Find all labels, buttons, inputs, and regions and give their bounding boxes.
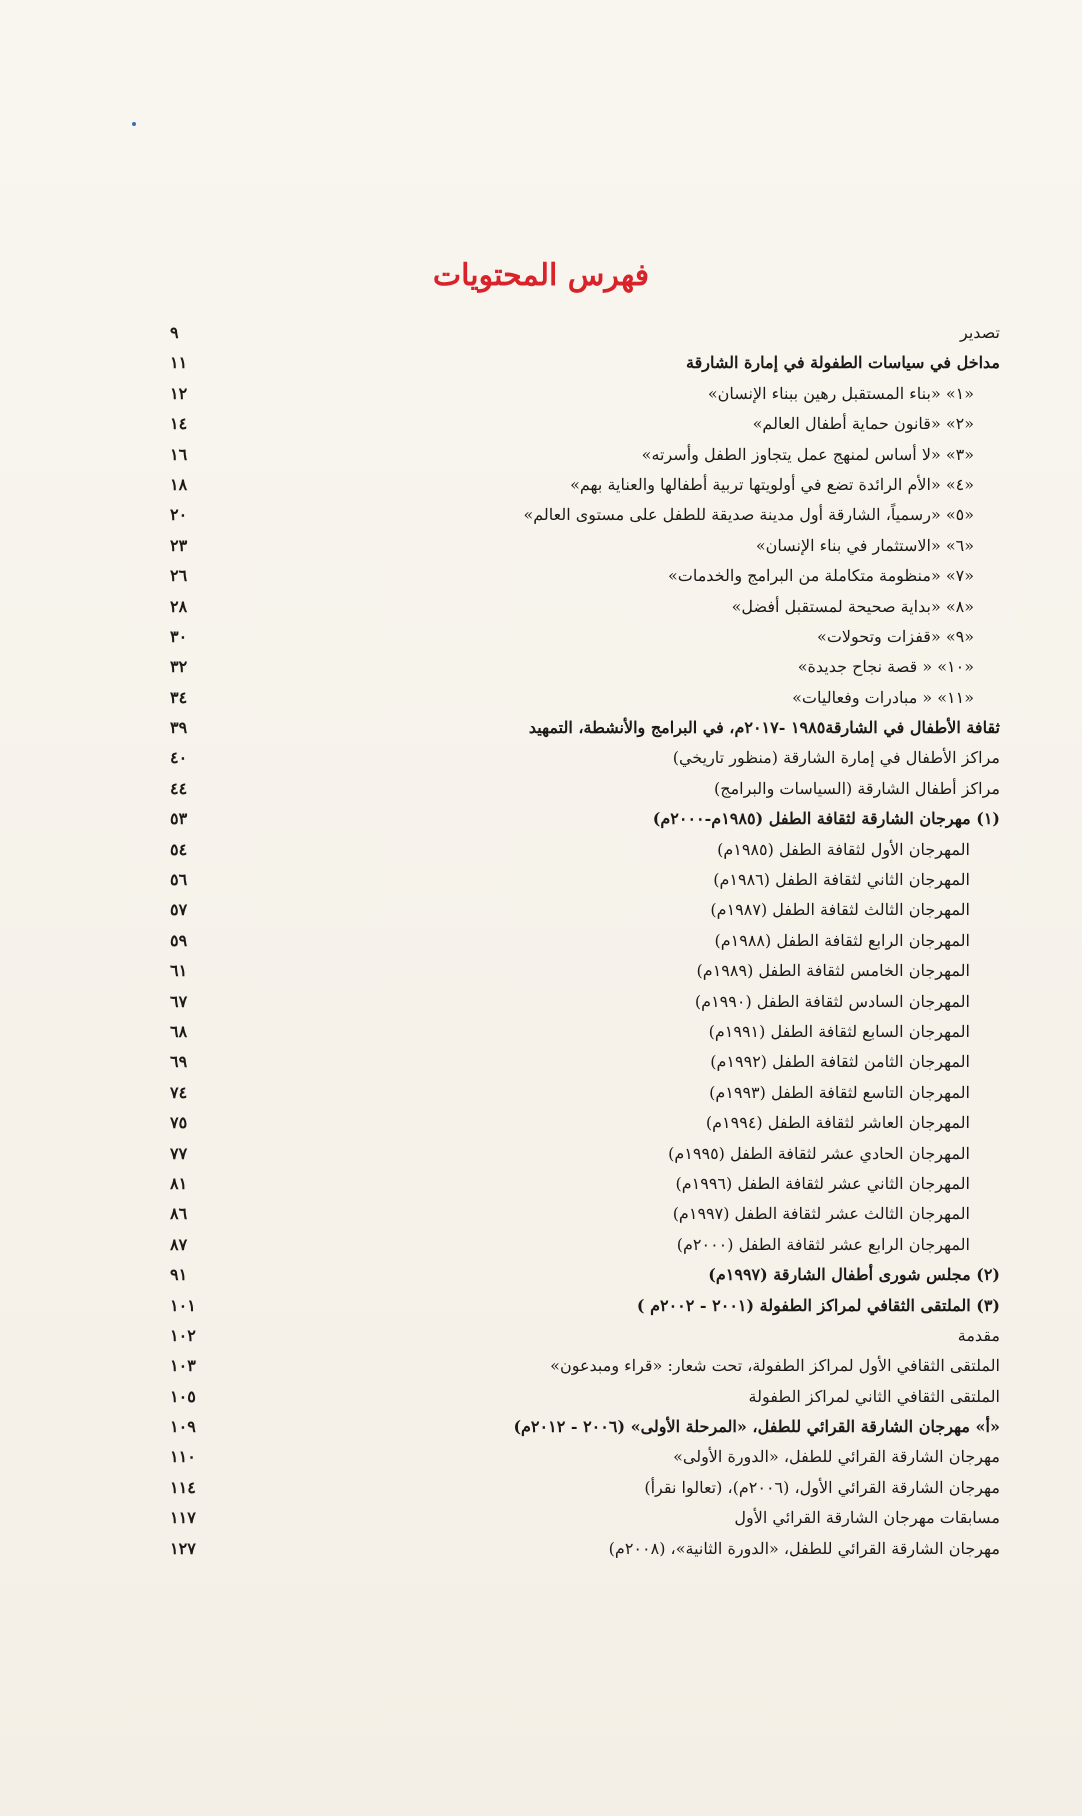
toc-entry bbox=[170, 1321, 1000, 1351]
toc-entry-page: ٢٣ bbox=[170, 535, 188, 555]
toc-entry-title: المهرجان الثاني لثقافة الطفل (١٩٨٦م) bbox=[713, 870, 970, 890]
toc-entry-title: المهرجان الحادي عشر لثقافة الطفل (١٩٩٥م) bbox=[668, 1143, 970, 1163]
toc-entry-title: تصدير bbox=[959, 323, 1000, 342]
toc-entry bbox=[170, 1199, 1000, 1229]
toc-entry bbox=[170, 1442, 1000, 1472]
toc-entry-title: مقدمة bbox=[957, 1325, 1000, 1345]
toc-entry-title: المهرجان الخامس لثقافة الطفل (١٩٨٩م) bbox=[696, 961, 970, 981]
toc-entry-title: «٦» «الاستثمار في بناء الإنسان» bbox=[755, 535, 974, 555]
toc-entry bbox=[170, 743, 1000, 773]
toc-entry-page: ٧٤ bbox=[170, 1082, 188, 1102]
toc-entry bbox=[170, 622, 1000, 652]
toc-entry-title: المهرجان التاسع لثقافة الطفل (١٩٩٣م) bbox=[709, 1082, 970, 1102]
toc-entry-page: ١١٧ bbox=[170, 1508, 196, 1528]
toc-entry-title: مهرجان الشارقة القرائي الأول، (٢٠٠٦م)، (تعالوا نقرأ) bbox=[644, 1477, 1000, 1497]
toc-entry-page: ١٠٢ bbox=[170, 1325, 196, 1345]
toc-entry-page: ١٨ bbox=[170, 474, 188, 494]
toc-entry-page: ٥٣ bbox=[170, 809, 188, 829]
toc-entry bbox=[170, 440, 1000, 470]
toc-entry-page: ٤٠ bbox=[170, 748, 188, 768]
toc-entry-page: ٨١ bbox=[170, 1173, 188, 1193]
toc-entry-title: «١٠» « قصة نجاح جديدة» bbox=[797, 657, 974, 677]
toc-entry-page: ١١ bbox=[170, 353, 188, 373]
toc-entry-page: ٩١ bbox=[170, 1265, 188, 1285]
toc-entry-page: ٥٤ bbox=[170, 839, 188, 859]
toc-entry bbox=[170, 1534, 1000, 1564]
toc-entry-title: المهرجان الرابع لثقافة الطفل (١٩٨٨م) bbox=[714, 930, 970, 950]
toc-entry-title: «٣» «لا أساس لمنهج عمل يتجاوز الطفل وأسرته» bbox=[641, 444, 974, 464]
toc-entry bbox=[170, 1260, 1000, 1290]
toc-entry-title: المهرجان الثالث لثقافة الطفل (١٩٨٧م) bbox=[710, 900, 970, 920]
toc-entry-title: الملتقى الثقافي الأول لمراكز الطفولة، تحت شعار: «قراء ومبدعون» bbox=[550, 1356, 1000, 1376]
toc-entry bbox=[170, 804, 1000, 834]
toc-entry bbox=[170, 683, 1000, 713]
toc-entry-title: (٢) مجلس شورى أطفال الشارقة (١٩٩٧م) bbox=[708, 1265, 1000, 1285]
toc-entry-title: (١) مهرجان الشارقة لثقافة الطفل (١٩٨٥م-٢٠٠٠م) bbox=[652, 809, 1000, 829]
toc-entry-page: ٦٨ bbox=[170, 1021, 188, 1041]
toc-entry-title: المهرجان السابع لثقافة الطفل (١٩٩١م) bbox=[708, 1021, 970, 1041]
toc-entry-title: المهرجان العاشر لثقافة الطفل (١٩٩٤م) bbox=[705, 1113, 970, 1133]
toc-entry bbox=[170, 1382, 1000, 1412]
toc-entry-title: المهرجان الرابع عشر لثقافة الطفل (٢٠٠٠م) bbox=[676, 1234, 970, 1254]
toc-entry bbox=[170, 987, 1000, 1017]
toc-entry-title: «٧» «منظومة متكاملة من البرامج والخدمات» bbox=[667, 566, 974, 586]
toc-entry-page: ١٦ bbox=[170, 444, 188, 464]
toc-entry-page: ٢٠ bbox=[170, 505, 188, 525]
toc-entry-page: ١١٠ bbox=[170, 1447, 196, 1467]
toc-entry-title: «٥» «رسمياً، الشارقة أول مدينة صديقة للطفل على مستوى العالم» bbox=[523, 505, 974, 525]
toc-entry bbox=[170, 895, 1000, 925]
toc-entry-title: المهرجان الثامن لثقافة الطفل (١٩٩٢م) bbox=[710, 1052, 970, 1072]
toc-entry-title: المهرجان السادس لثقافة الطفل (١٩٩٠م) bbox=[694, 991, 970, 1011]
toc-entry-page: ١٠٩ bbox=[170, 1417, 196, 1437]
toc-entry bbox=[170, 865, 1000, 895]
toc-entry-page: ١١٤ bbox=[170, 1477, 196, 1497]
toc-entry-title: مراكز الأطفال في إمارة الشارقة (منظور تاريخي) bbox=[672, 748, 1000, 768]
toc-entry bbox=[170, 652, 1000, 682]
toc-entry bbox=[170, 1139, 1000, 1169]
toc-entry bbox=[170, 774, 1000, 804]
toc-entry-page: ٢٨ bbox=[170, 596, 188, 616]
toc-entry-title: المهرجان الثالث عشر لثقافة الطفل (١٩٩٧م) bbox=[672, 1204, 970, 1224]
toc-entry bbox=[170, 1108, 1000, 1138]
toc-entry-title: المهرجان الثاني عشر لثقافة الطفل (١٩٩٦م) bbox=[675, 1173, 970, 1193]
toc-entry-page: ٨٦ bbox=[170, 1204, 188, 1224]
toc-entry-title: مداخل في سياسات الطفولة في إمارة الشارقة bbox=[686, 353, 1000, 373]
toc-entry bbox=[170, 1017, 1000, 1047]
toc-entry-title: «٢» «قانون حماية أطفال العالم» bbox=[752, 414, 974, 434]
toc-entry-page: ٣٠ bbox=[170, 626, 188, 646]
toc-entry-page: ١٠٥ bbox=[170, 1386, 196, 1406]
toc-entry-page: ٣٢ bbox=[170, 657, 188, 677]
toc-entry-title: مهرجان الشارقة القرائي للطفل، «الدورة الأولى» bbox=[673, 1447, 1000, 1467]
toc-entry bbox=[170, 1230, 1000, 1260]
toc-entry bbox=[170, 348, 1000, 378]
toc-entry-page: ١٠١ bbox=[170, 1295, 196, 1315]
toc-entry-page: ٧٧ bbox=[170, 1143, 188, 1163]
toc-entry bbox=[170, 1412, 1000, 1442]
toc-entry-page: ٤٤ bbox=[170, 778, 188, 798]
toc-entry bbox=[170, 926, 1000, 956]
toc-entry bbox=[170, 379, 1000, 409]
toc-entry bbox=[170, 561, 1000, 591]
toc-entry bbox=[170, 1047, 1000, 1077]
toc-entry bbox=[170, 409, 1000, 439]
page-title: فهرس المحتويات bbox=[432, 258, 650, 293]
ink-speck bbox=[132, 122, 136, 126]
toc-entry bbox=[170, 470, 1000, 500]
toc-entry-page: ٥٩ bbox=[170, 930, 188, 950]
table-of-contents bbox=[170, 318, 1000, 1564]
toc-entry-page: ٥٦ bbox=[170, 870, 188, 890]
toc-entry bbox=[170, 1291, 1000, 1321]
toc-entry bbox=[170, 835, 1000, 865]
toc-entry-page: ٨٧ bbox=[170, 1234, 188, 1254]
toc-entry bbox=[170, 1503, 1000, 1533]
toc-entry-title: مراكز أطفال الشارقة (السياسات والبرامج) bbox=[714, 778, 1000, 798]
toc-entry-title: «١» «بناء المستقبل رهين ببناء الإنسان» bbox=[707, 383, 974, 403]
toc-entry-title: مهرجان الشارقة القرائي للطفل، «الدورة الثانية»، (٢٠٠٨م) bbox=[608, 1538, 1000, 1558]
toc-entry-title: المهرجان الأول لثقافة الطفل (١٩٨٥م) bbox=[717, 839, 970, 859]
toc-entry-page: ٣٤ bbox=[170, 687, 188, 707]
toc-entry-title: «٤» «الأم الرائدة تضع في أولويتها تربية أطفالها والعناية بهم» bbox=[570, 474, 974, 494]
toc-entry bbox=[170, 1473, 1000, 1503]
toc-entry-page: ٦٧ bbox=[170, 991, 188, 1011]
toc-entry bbox=[170, 500, 1000, 530]
toc-entry-title: «٩» «قفزات وتحولات» bbox=[817, 626, 974, 646]
toc-entry-title: «١١» « مبادرات وفعاليات» bbox=[792, 687, 974, 707]
toc-entry-page: ١٢ bbox=[170, 383, 188, 403]
toc-entry-page: ١٠٣ bbox=[170, 1356, 196, 1376]
toc-entry-title: ثقافة الأطفال في الشارقة١٩٨٥ -٢٠١٧م، في البرامج والأنشطة، التمهيد bbox=[528, 718, 1000, 738]
toc-entry-page: ١٤ bbox=[170, 414, 188, 434]
toc-entry bbox=[170, 318, 1000, 348]
toc-entry-page: ٩ bbox=[170, 323, 179, 342]
toc-entry bbox=[170, 592, 1000, 622]
toc-entry-page: ٦٩ bbox=[170, 1052, 188, 1072]
toc-entry-page: ٢٦ bbox=[170, 566, 188, 586]
toc-entry-page: ٦١ bbox=[170, 961, 188, 981]
toc-entry bbox=[170, 1169, 1000, 1199]
toc-entry-page: ٥٧ bbox=[170, 900, 188, 920]
toc-entry-page: ٣٩ bbox=[170, 718, 188, 738]
toc-entry bbox=[170, 956, 1000, 986]
toc-entry-title: «أ» مهرجان الشارقة القرائي للطفل، «المرحلة الأولى» (٢٠٠٦ - ٢٠١٢م) bbox=[513, 1417, 1000, 1437]
toc-entry bbox=[170, 1078, 1000, 1108]
toc-entry-title: «٨» «بداية صحيحة لمستقبل أفضل» bbox=[731, 596, 974, 616]
toc-entry-title: مسابقات مهرجان الشارقة القرائي الأول bbox=[734, 1508, 1000, 1528]
toc-entry-title: الملتقى الثقافي الثاني لمراكز الطفولة bbox=[748, 1386, 1000, 1406]
toc-entry-page: ٧٥ bbox=[170, 1113, 188, 1133]
toc-entry bbox=[170, 531, 1000, 561]
toc-entry-page: ١٢٧ bbox=[170, 1538, 196, 1558]
toc-entry bbox=[170, 713, 1000, 743]
toc-entry bbox=[170, 1351, 1000, 1381]
toc-entry-title: (٣) الملتقى الثقافي لمراكز الطفولة (٢٠٠١ - ٢٠٠٢م ) bbox=[636, 1295, 1000, 1315]
